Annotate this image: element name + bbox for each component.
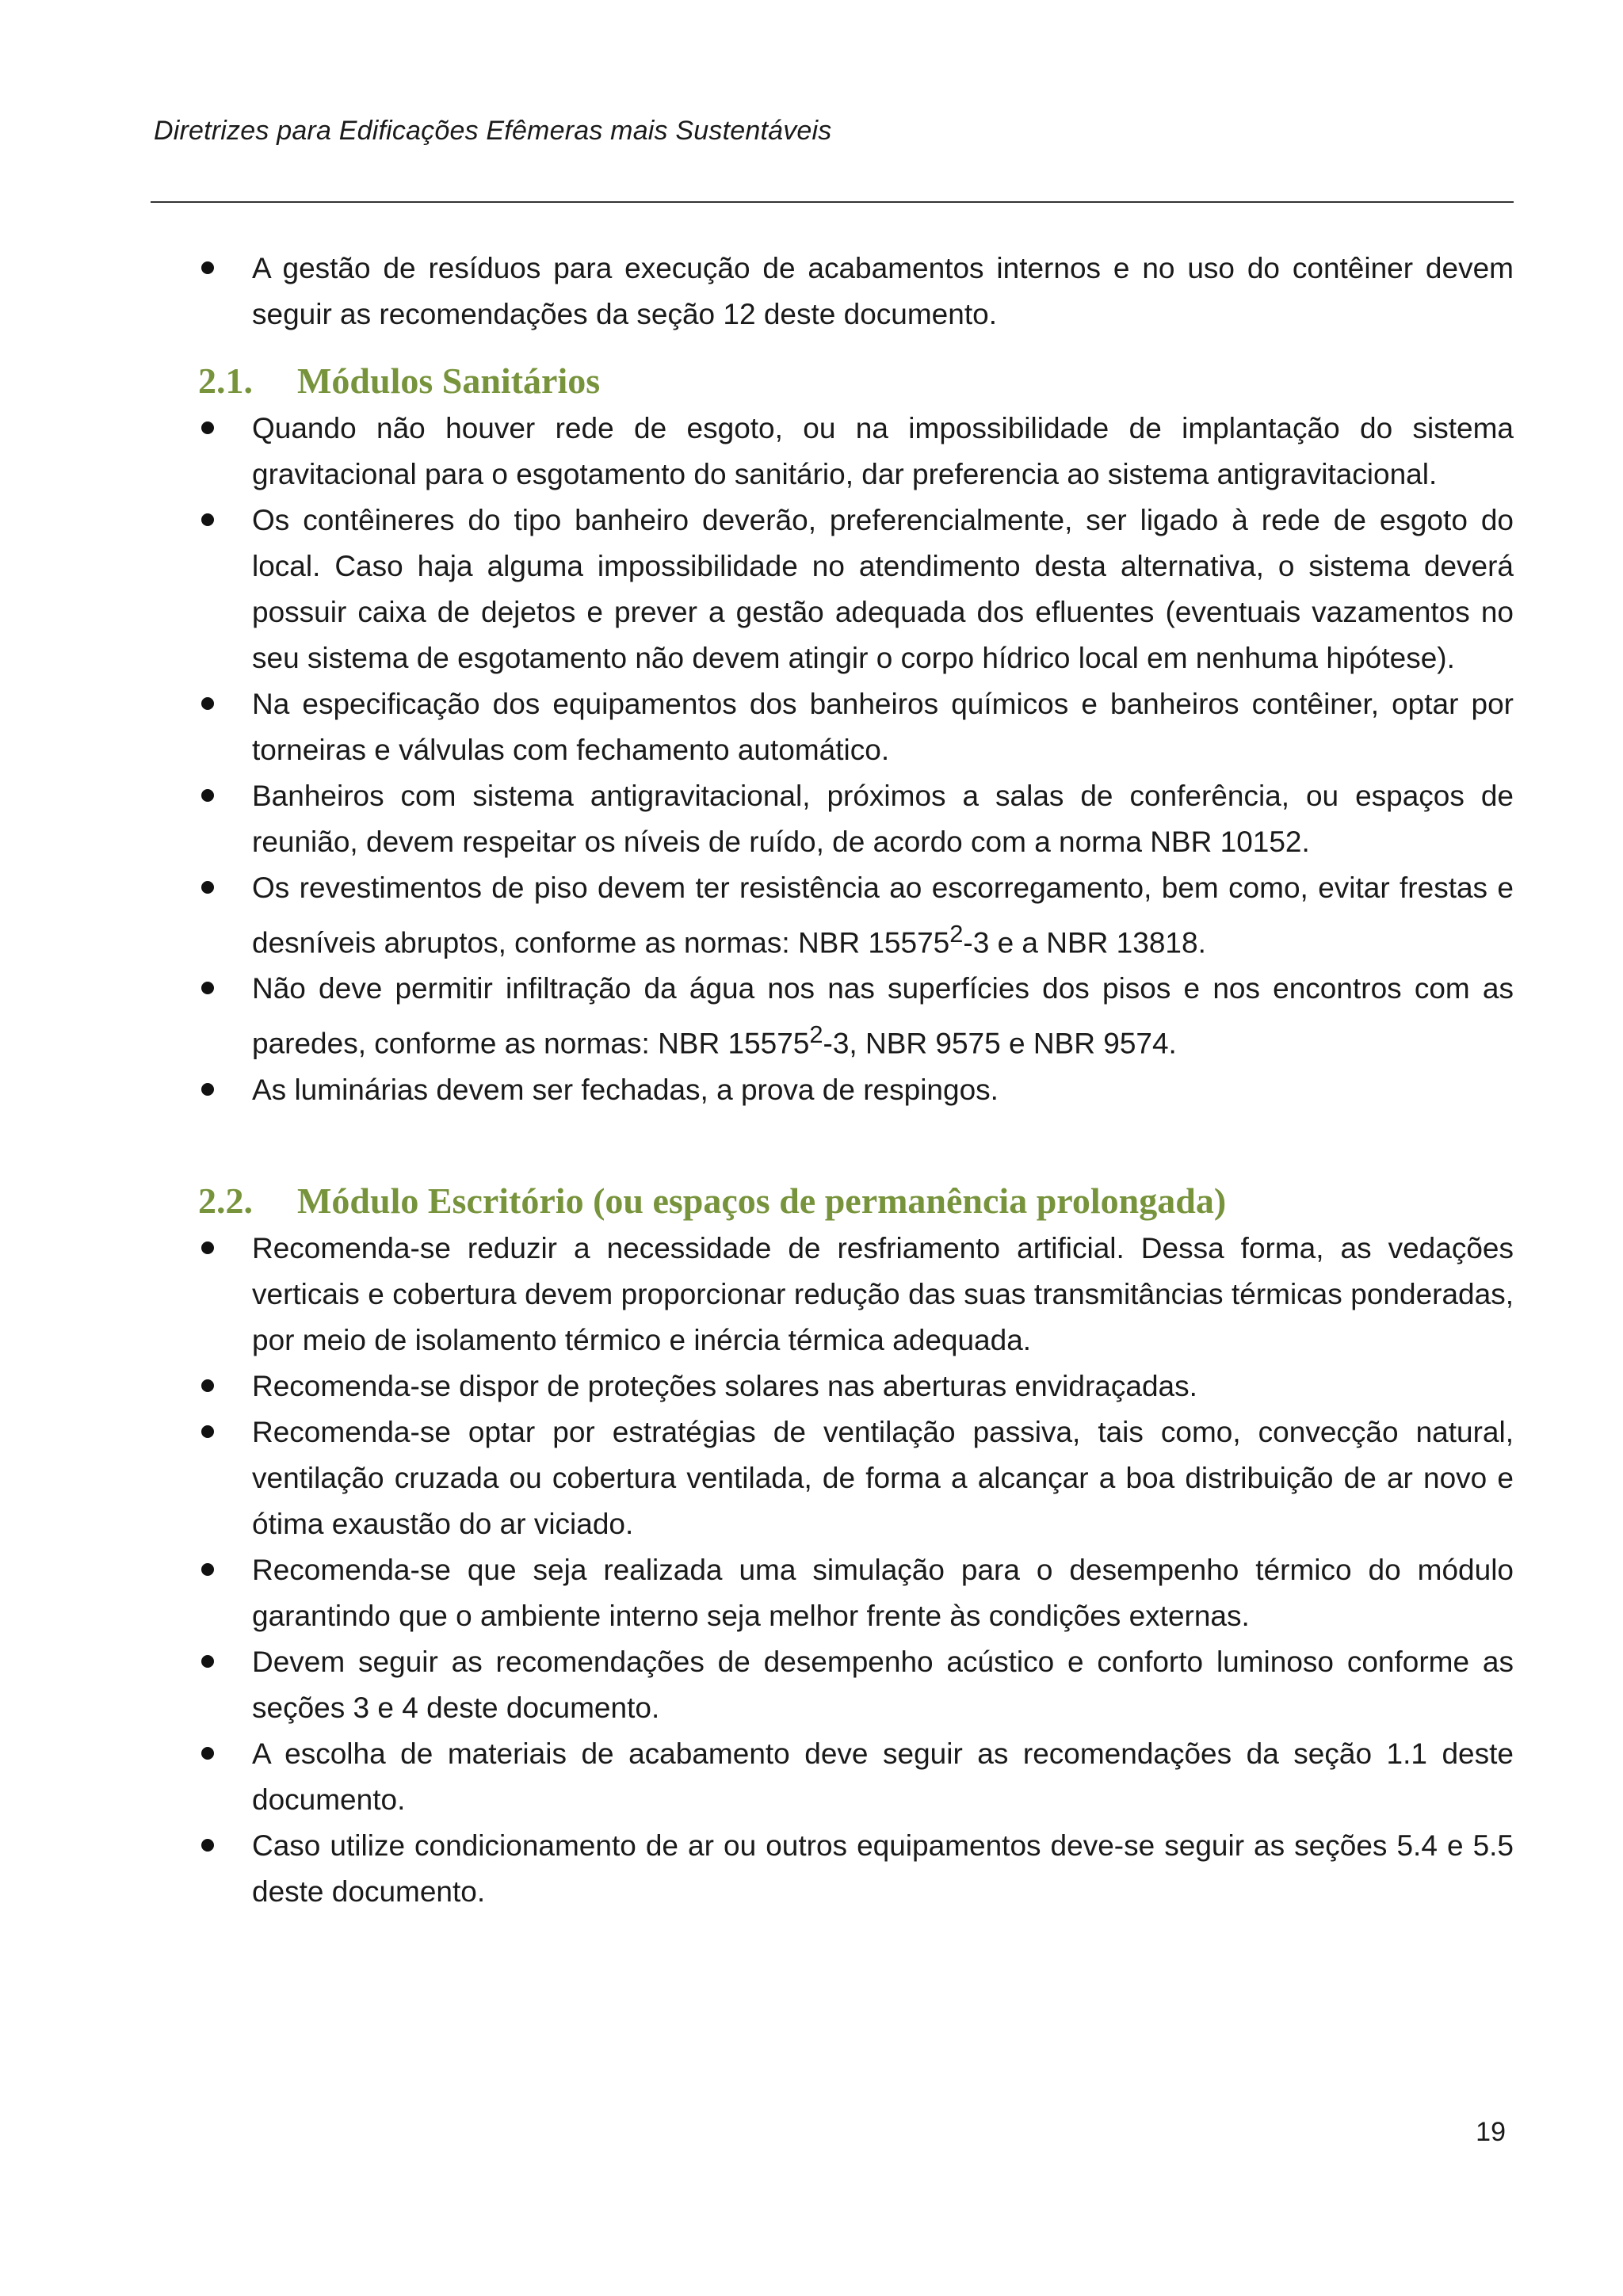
bullet-text-pre: Não deve permitir infiltração da água nos nas superfícies dos pisos e nos encontros com as paredes, conforme as normas: NBR 15575 [252, 972, 1514, 1060]
list-item [198, 966, 1514, 1066]
bullet-icon [201, 513, 214, 526]
bullet-text: Recomenda-se optar por estratégias de ventilação passiva, tais como, convecção natural, ventilação cruzada ou cobertura ventilada, de forma a alcançar a boa distribuição de ar novo e ótima exaustão do ar viciado. [252, 1415, 1514, 1540]
bullet-text: Na especificação dos equipamentos dos banheiros químicos e banheiros contêiner, optar por torneiras e válvulas com fechamento automático. [252, 688, 1514, 766]
section-title: Módulo Escritório (ou espaços de permanência prolongada) [297, 1180, 1227, 1221]
bullet-text: Banheiros com sistema antigravitacional, próximos a salas de conferência, ou espaços de reunião, devem respeitar os níveis de ruído, de acordo com a norma NBR 10152. [252, 780, 1514, 858]
section-title: Módulos Sanitários [297, 360, 601, 401]
bullet-text: Recomenda-se que seja realizada uma simulação para o desempenho térmico do módulo garantindo que o ambiente interno seja melhor frente às condições externas. [252, 1553, 1514, 1632]
bullet-text: A escolha de materiais de acabamento deve seguir as recomendações da seção 1.1 deste documento. [252, 1737, 1514, 1816]
running-header: Diretrizes para Edificações Efêmeras mais Sustentáveis [154, 116, 832, 146]
bullet-icon [201, 1655, 214, 1668]
header-divider [151, 201, 1514, 203]
list-item [198, 1823, 1514, 1915]
list-item [198, 1639, 1514, 1731]
bullet-text: Recomenda-se reduzir a necessidade de resfriamento artificial. Dessa forma, as vedações verticais e cobertura devem proporcionar redução das suas transmitâncias térmicas ponderadas, por meio de isolamento térmico e inércia térmica adequada. [252, 1231, 1514, 1356]
list-item [198, 865, 1514, 966]
list-item [198, 406, 1514, 498]
bullet-icon [201, 982, 214, 994]
bullet-text: Quando não houver rede de esgoto, ou na impossibilidade de implantação do sistema gravitacional para o esgotamento do sanitário, dar preferencia ao sistema antigravitacional. [252, 412, 1514, 490]
bullet-icon [201, 1563, 214, 1576]
list-item [198, 498, 1514, 681]
bullet-icon [201, 1083, 214, 1096]
bullet-icon [201, 1425, 214, 1438]
bullet-text: Recomenda-se dispor de proteções solares nas aberturas envidraçadas. [252, 1369, 1197, 1402]
bullet-text: Os contêineres do tipo banheiro deverão, preferencialmente, ser ligado à rede de esgoto do local. Caso haja alguma impossibilidade no atendimento desta alternativa, o sistema deverá possuir caixa de dejetos e prever a gestão adequada dos efluentes (eventuais vazamentos no seu sistema de esgotamento não devem atingir o corpo hídrico local em nenhuma hipótese). [252, 504, 1514, 674]
bullet-text: Caso utilize condicionamento de ar ou outros equipamentos deve-se seguir as seções 5.4 e 5.5 deste documento. [252, 1829, 1514, 1908]
bullet-text: A gestão de resíduos para execução de acabamentos internos e no uso do contêiner devem seguir as recomendações da seção 12 deste documento. [252, 252, 1514, 330]
bullet-icon [201, 261, 214, 274]
bullet-icon [201, 789, 214, 802]
bullet-icon [201, 1747, 214, 1760]
bullet-icon [201, 1839, 214, 1852]
section-number: 2.1. [198, 360, 253, 401]
page-number: 19 [1476, 2117, 1506, 2147]
footnote-ref: 2 [809, 1020, 823, 1049]
list-item [198, 1363, 1514, 1409]
bullet-icon [201, 421, 214, 434]
list-item [198, 246, 1514, 338]
section-2-1-list [198, 406, 1514, 1113]
bullet-text-post: -3, NBR 9575 e NBR 9574. [823, 1027, 1177, 1060]
bullet-text: Devem seguir as recomendações de desempenho acústico e conforto luminoso conforme as seções 3 e 4 deste documento. [252, 1645, 1514, 1724]
section-number: 2.2. [198, 1180, 253, 1221]
list-item [198, 773, 1514, 865]
list-item [198, 1067, 1514, 1113]
page-content [198, 246, 1514, 1915]
list-item [198, 1409, 1514, 1547]
bullet-text-post: -3 e a NBR 13818. [963, 926, 1206, 959]
section-heading-2-1 [198, 357, 1514, 406]
section-2-2-list [198, 1226, 1514, 1915]
intro-list [198, 246, 1514, 338]
section-heading-2-2 [198, 1177, 1514, 1226]
bullet-icon [201, 881, 214, 894]
list-item [198, 1226, 1514, 1363]
bullet-icon [201, 1379, 214, 1392]
list-item [198, 681, 1514, 773]
list-item [198, 1547, 1514, 1639]
bullet-text-pre: Os revestimentos de piso devem ter resistência ao escorregamento, bem como, evitar frestas e desníveis abruptos, conforme as normas: NBR 15575 [252, 871, 1514, 959]
bullet-icon [201, 1241, 214, 1254]
bullet-text: As luminárias devem ser fechadas, a prova de respingos. [252, 1073, 999, 1106]
list-item [198, 1731, 1514, 1823]
bullet-icon [201, 697, 214, 710]
footnote-ref: 2 [949, 920, 964, 948]
